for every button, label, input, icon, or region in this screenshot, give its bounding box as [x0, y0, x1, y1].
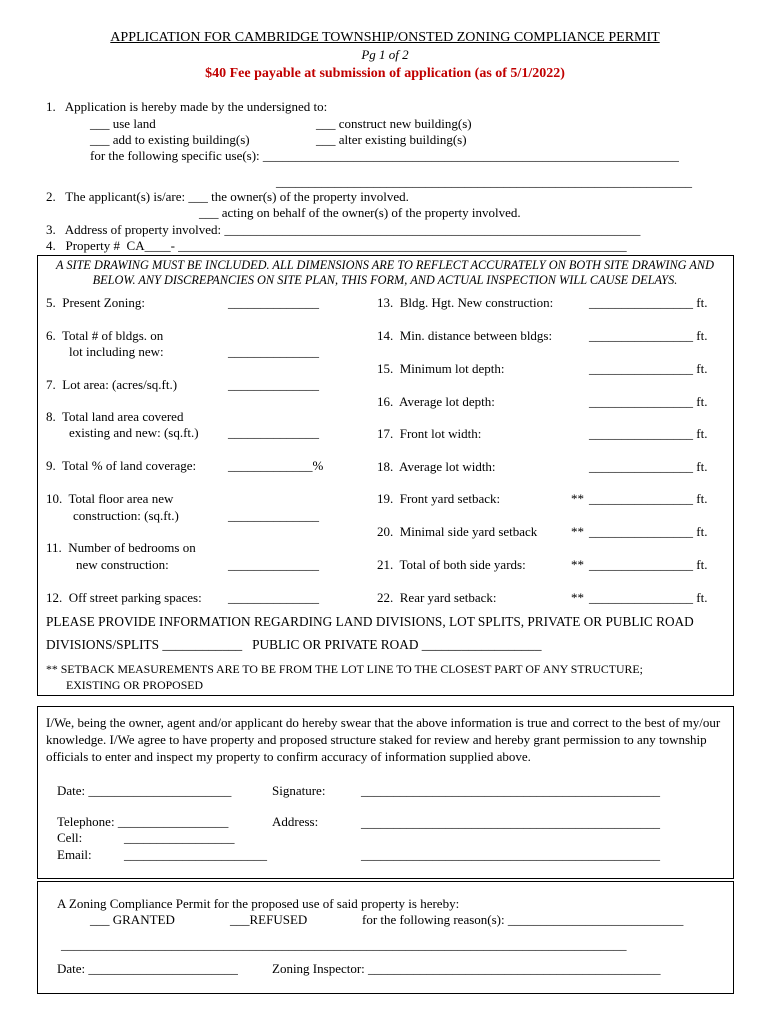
field-10-input[interactable]: ______________: [228, 508, 319, 523]
site-drawing-notice: A SITE DRAWING MUST BE INCLUDED. ALL DIMENSIONS ARE TO REFLECT ACCURATELY ON BOTH SITE DRAWING AND BELOW. ANY DISCREPANCIES ON SITE PLAN, THIS FORM, AND ACTUAL INSPECTION WILL CAUSE DELAYS.: [55, 258, 715, 287]
reasons-field[interactable]: for the following reason(s): ___________________________: [362, 912, 684, 927]
specific-use-field-cont[interactable]: ________________________________________________________________: [276, 174, 692, 189]
field-5-input[interactable]: ______________: [228, 295, 319, 310]
field-13-input[interactable]: ________________ ft.: [589, 295, 708, 310]
field-14-input[interactable]: ________________ ft.: [589, 328, 708, 343]
field-7-label: 7. Lot area: (acres/sq.ft.): [46, 377, 178, 392]
field-22-stars: **: [571, 590, 584, 605]
field-21-input[interactable]: ________________ ft.: [589, 557, 708, 572]
field-22-label: 22. Rear yard setback:: [377, 590, 497, 605]
email-field[interactable]: ______________________: [124, 847, 267, 862]
field-9-label: 9. Total % of land coverage:: [46, 458, 197, 473]
field-12-input[interactable]: ______________: [228, 590, 319, 605]
zoning-inspector-field[interactable]: Zoning Inspector: _____________________________________________: [272, 961, 661, 976]
field-18-input[interactable]: ________________ ft.: [589, 459, 708, 474]
application-intro: 1. Application is hereby made by the undersigned to:: [46, 99, 328, 114]
signature-field[interactable]: ______________________________________________: [361, 783, 660, 798]
setback-note-cont: EXISTING OR PROPOSED: [66, 678, 203, 692]
permit-statement: A Zoning Compliance Permit for the proposed use of said property is hereby:: [57, 896, 460, 911]
field-6-label-cont: lot including new:: [69, 344, 164, 359]
land-divisions-fields[interactable]: DIVISIONS/SPLITS ____________ PUBLIC OR PRIVATE ROAD __________________: [46, 637, 542, 652]
field-11-label-cont: new construction:: [76, 557, 169, 572]
field-21-label: 21. Total of both side yards:: [377, 557, 526, 572]
field-6-input[interactable]: ______________: [228, 344, 319, 359]
email-label: Email:: [57, 847, 92, 862]
address-field-cont[interactable]: ______________________________________________: [361, 847, 660, 862]
form-title: APPLICATION FOR CAMBRIDGE TOWNSHIP/ONSTED ZONING COMPLIANCE PERMIT: [110, 30, 660, 45]
field-21-stars: **: [571, 557, 584, 572]
field-8-label-cont: existing and new: (sq.ft.): [69, 425, 199, 440]
property-address-field[interactable]: 3. Address of property involved: ________________________________________________________________: [46, 222, 641, 237]
add-to-option[interactable]: ___ add to existing building(s): [90, 132, 250, 147]
field-9-input[interactable]: _____________%: [228, 458, 324, 473]
field-14-label: 14. Min. distance between bldgs:: [377, 328, 553, 343]
setback-note: ** SETBACK MEASUREMENTS ARE TO BE FROM THE LOT LINE TO THE CLOSEST PART OF ANY STRUCTURE;: [46, 662, 643, 676]
field-19-input[interactable]: ________________ ft.: [589, 491, 708, 506]
granted-option[interactable]: ___ GRANTED: [90, 912, 175, 927]
construct-option[interactable]: ___ construct new building(s): [316, 116, 472, 131]
field-20-stars: **: [571, 524, 584, 539]
applicant-date-field[interactable]: Date: ______________________: [57, 783, 232, 798]
fee-notice: $40 Fee payable at submission of application (as of 5/1/2022): [205, 66, 565, 81]
reasons-field-cont[interactable]: _______________________________________________________________________________________: [61, 937, 627, 952]
land-divisions-prompt: PLEASE PROVIDE INFORMATION REGARDING LAND DIVISIONS, LOT SPLITS, PRIVATE OR PUBLIC ROAD: [46, 614, 694, 629]
field-15-input[interactable]: ________________ ft.: [589, 361, 708, 376]
field-11-label: 11. Number of bedrooms on: [46, 540, 196, 555]
field-12-label: 12. Off street parking spaces:: [46, 590, 202, 605]
field-8-label: 8. Total land area covered: [46, 409, 184, 424]
field-19-stars: **: [571, 491, 584, 506]
property-number-field[interactable]: 4. Property # CA____- _____________________________________________________________________: [46, 238, 627, 253]
specific-use-field[interactable]: for the following specific use(s): ________________________________________________________________: [90, 148, 679, 163]
field-10-label-cont: construction: (sq.ft.): [73, 508, 179, 523]
signature-label: Signature:: [272, 783, 326, 798]
cell-field[interactable]: _________________: [124, 830, 235, 845]
inspector-date-field[interactable]: Date: _______________________: [57, 961, 238, 976]
field-16-label: 16. Average lot depth:: [377, 394, 495, 409]
field-6-label: 6. Total # of bldgs. on: [46, 328, 164, 343]
field-5-label: 5. Present Zoning:: [46, 295, 145, 310]
address-label: Address:: [272, 814, 319, 829]
applicant-acting-field[interactable]: ___ acting on behalf of the owner(s) of the property involved.: [199, 205, 521, 220]
use-land-option[interactable]: ___ use land: [90, 116, 156, 131]
address-field[interactable]: ______________________________________________: [361, 815, 660, 830]
field-18-label: 18. Average lot width:: [377, 459, 496, 474]
page-indicator: Pg 1 of 2: [361, 47, 409, 62]
field-19-label: 19. Front yard setback:: [377, 491, 501, 506]
field-13-label: 13. Bldg. Hgt. New construction:: [377, 295, 554, 310]
field-10-label: 10. Total floor area new: [46, 491, 174, 506]
telephone-field[interactable]: Telephone: _________________: [57, 814, 229, 829]
field-16-input[interactable]: ________________ ft.: [589, 394, 708, 409]
field-15-label: 15. Minimum lot depth:: [377, 361, 505, 376]
field-17-input[interactable]: ________________ ft.: [589, 426, 708, 441]
applicant-owner-field[interactable]: 2. The applicant(s) is/are: ___ the owner(s) of the property involved.: [46, 189, 409, 204]
field-11-input[interactable]: ______________: [228, 557, 319, 572]
field-22-input[interactable]: ________________ ft.: [589, 590, 708, 605]
refused-option[interactable]: ___REFUSED: [230, 912, 308, 927]
field-20-input[interactable]: ________________ ft.: [589, 524, 708, 539]
field-7-input[interactable]: ______________: [228, 377, 319, 392]
field-17-label: 17. Front lot width:: [377, 426, 482, 441]
alter-option[interactable]: ___ alter existing building(s): [316, 132, 467, 147]
field-20-label: 20. Minimal side yard setback: [377, 524, 538, 539]
cell-label: Cell:: [57, 830, 83, 845]
oath-statement: I/We, being the owner, agent and/or applicant do hereby swear that the above information is true and correct to the best of my/our knowledge. I/We agree to have property and proposed structure staked for review and hereby grant permission to any township officials to enter and inspect my property to confirm accuracy of information supplied above.: [46, 715, 721, 764]
field-8-input[interactable]: ______________: [228, 425, 319, 440]
